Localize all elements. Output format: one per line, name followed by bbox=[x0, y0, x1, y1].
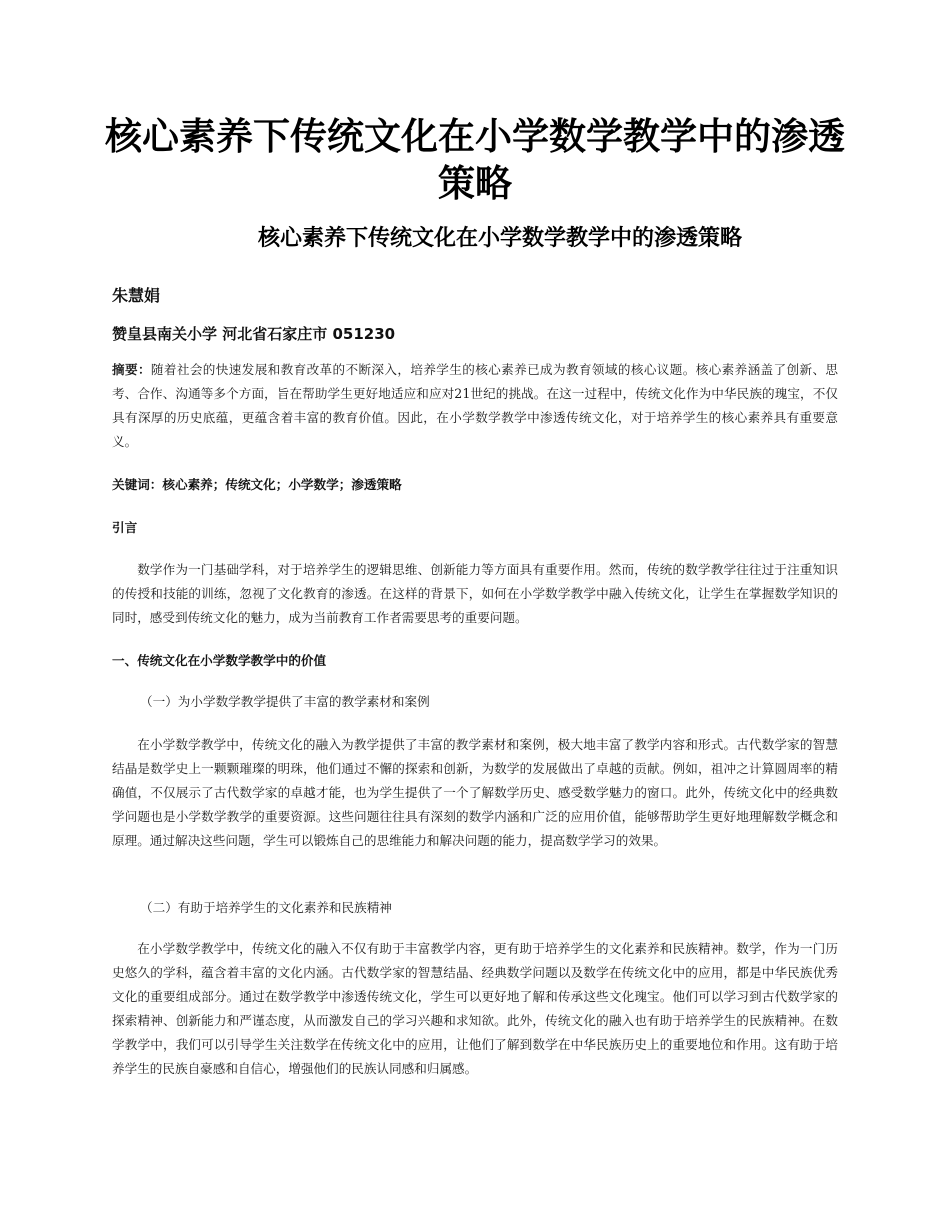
author-affiliation: 赞皇县南关小学 河北省石家庄市 051230 bbox=[112, 325, 396, 343]
author-name: 朱慧娟 bbox=[112, 286, 161, 305]
subsection-2-paragraph: 在小学数学教学中，传统文化的融入不仅有助于丰富教学内容，更有助于培养学生的文化素养和民族精神。数学，作为一门历史悠久的学科，蕴含着丰富的文化内涵。古代数学家的智慧结晶、经典数学问题以及数学在传统文化中的应用，都是中华民族优秀文化的重要组成部分。通过在数学教学中渗透传统文化，学生可以更好地了解和传承这些文化瑰宝。他们可以学习到古代数学家的探索精神、创新能力和严谨态度，从而激发自己的学习兴趣和求知欲。此外，传统文化的融入也有助于培养学生的民族精神。在数学教学中，我们可以引导学生关注数学在传统文化中的应用，让他们了解到数学在中华民族历史上的重要地位和作用。这有助于培养学生的民族自豪感和自信心，增强他们的民族认同感和归属感。 bbox=[112, 941, 838, 1076]
keywords: 关键词：核心素养；传统文化；小学数学；渗透策略 bbox=[112, 477, 402, 492]
subsection-2-heading: （二）有助于培养学生的文化素养和民族精神 bbox=[140, 900, 392, 915]
section-1-heading: 一、传统文化在小学数学教学中的价值 bbox=[112, 653, 327, 668]
abstract-text: 随着社会的快速发展和教育改革的不断深入，培养学生的核心素养已成为教育领域的核心议题。核心素养涵盖了创新、思考、合作、沟通等多个方面，旨在帮助学生更好地适应和应对21世纪的挑战。在这一过程中，传统文化作为中华民族的瑰宝，不仅具有深厚的历史底蕴，更蕴含着丰富的教育价值。因此，在小学数学教学中渗透传统文化，对于培养学生的核心素养具有重要意义。 bbox=[112, 362, 839, 449]
subsection-1-paragraph: 在小学数学教学中，传统文化的融入为教学提供了丰富的教学素材和案例，极大地丰富了教学内容和形式。古代数学家的智慧结晶是数学史上一颗颗璀璨的明珠，他们通过不懈的探索和创新，为数学的发展做出了卓越的贡献。例如，祖冲之计算圆周率的精确值，不仅展示了古代数学家的卓越才能，也为学生提供了一个了解数学历史、感受数学魅力的窗口。此外，传统文化中的经典数学问题也是小学数学教学的重要资源。这些问题往往具有深刻的数学内涵和广泛的应用价值，能够帮助学生更好地理解数学概念和原理。通过解决这些问题，学生可以锻炼自己的思维能力和解决问题的能力，提高数学学习的效果。 bbox=[112, 737, 838, 848]
document-subtitle: 核心素养下传统文化在小学数学教学中的渗透策略 bbox=[257, 226, 742, 251]
abstract-label: 摘要： bbox=[112, 362, 151, 377]
document-title: 核心素养下传统文化在小学数学教学中的渗透策略 bbox=[105, 115, 845, 205]
subsection-1-heading: （一）为小学数学教学提供了丰富的教学素材和案例 bbox=[140, 694, 430, 709]
intro-heading: 引言 bbox=[112, 520, 138, 535]
abstract bbox=[112, 358, 838, 454]
intro-paragraph: 数学作为一门基础学科，对于培养学生的逻辑思维、创新能力等方面具有重要作用。然而，传统的数学教学往往过于注重知识的传授和技能的训练，忽视了文化教育的渗透。在这样的背景下，如何在小学数学教学中融入传统文化，让学生在掌握数学知识的同时，感受到传统文化的魅力，成为当前教育工作者需要思考的重要问题。 bbox=[112, 562, 838, 625]
